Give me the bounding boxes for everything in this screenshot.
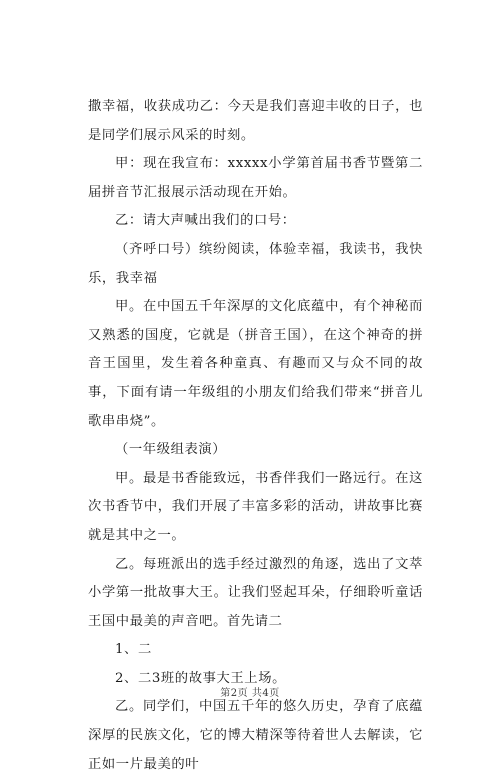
paragraph: 甲：现在我宣布：xxxxx小学第首届书香节暨第二届拼音节汇报展示活动现在开始。 xyxy=(88,156,423,200)
paragraph: （齐呼口号）缤纷阅读，体验幸福，我读书，我快乐，我幸福 xyxy=(88,241,423,286)
page-number-footer: 第2页 共4页 xyxy=(220,688,280,699)
paragraph: 2、二3班的故事大王上场。 xyxy=(115,670,286,686)
paragraph: 甲。在中国五千年深厚的文化底蕴中，有个神秘而又熟悉的国度，它就是（拼音王国），在这个神奇的拼音王国里，发生着各种童真、有趣而又与众不同的故事，下面有请一年级组的小朋友们给我们带来“拼音儿歌串串烧”。 xyxy=(88,299,423,429)
paragraph: 甲。最是书香能致远，书香伴我们一路远行。在这次书香节中，我们开展了丰富多彩的活动，讲故事比赛就是其中之一。 xyxy=(88,470,423,543)
paragraph: （一年级组表演） xyxy=(115,442,227,458)
paragraph: 1、二 xyxy=(115,642,152,658)
paragraph: 撒幸福，收获成功乙：今天是我们喜迎丰收的日子，也是同学们展示风采的时刻。 xyxy=(88,99,423,143)
paragraph: 乙。每班派出的选手经过激烈的角逐，选出了文萃小学第一批故事大王。让我们竖起耳朵，仔细聆听童话王国中最美的声音吧。首先请二 xyxy=(88,556,423,629)
paragraph: 乙。同学们，中国五千年的悠久历史，孕育了底蕴深厚的民族文化，它的博大精深等待着世人去解读，它正如一片最美的叶 xyxy=(88,699,423,772)
paragraph: 乙：请大声喊出我们的口号： xyxy=(115,213,296,229)
document-body xyxy=(88,93,423,779)
